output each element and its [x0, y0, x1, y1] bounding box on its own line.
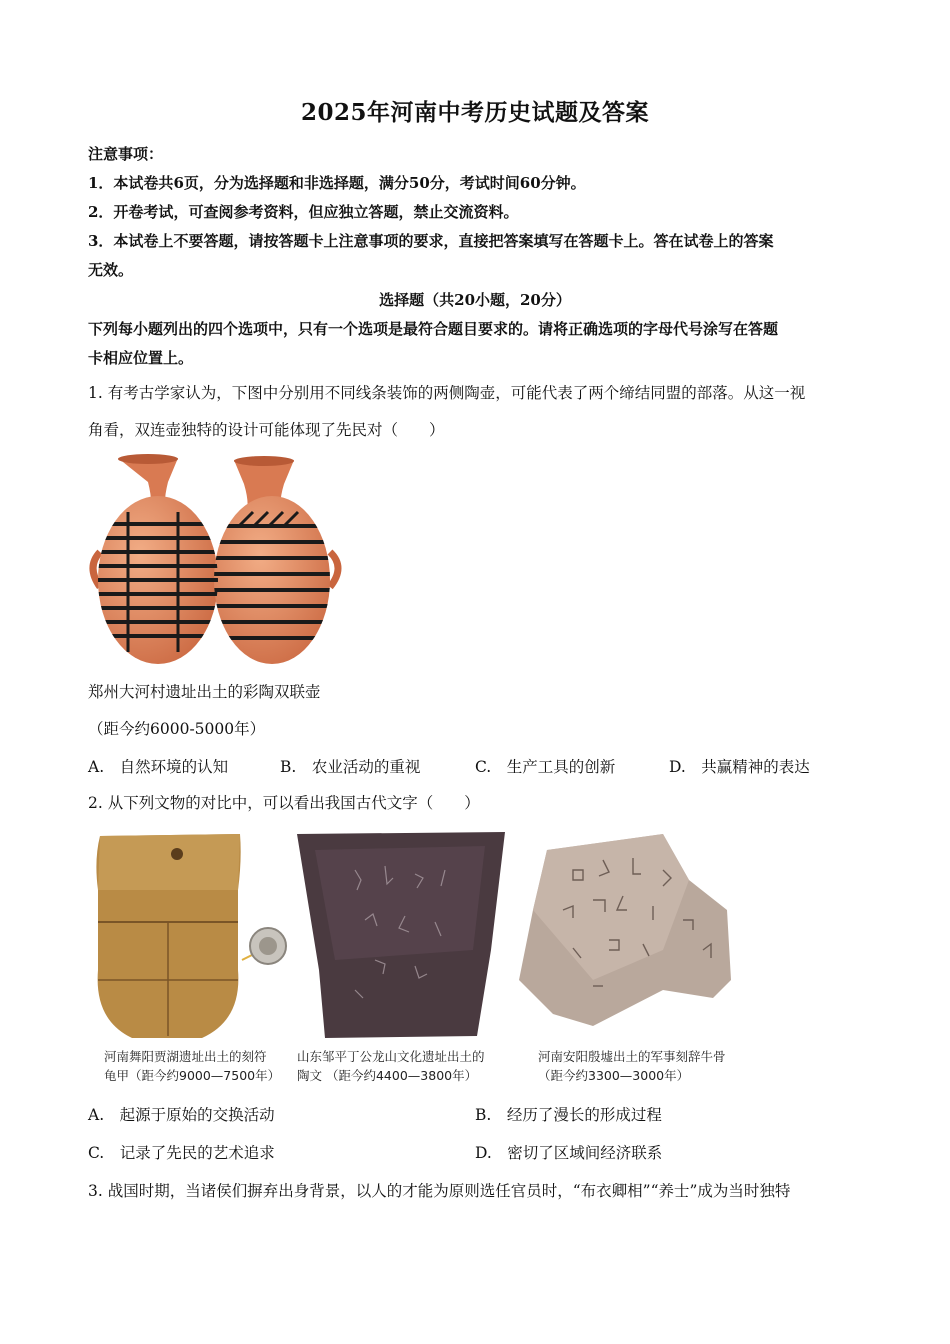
notice-item: 2．开卷考试，可查阅参考资料，但应独立答题，禁止交流资料。: [88, 203, 519, 221]
notice-heading: 注意事项：: [88, 145, 164, 163]
question-2-stem: 2. 从下列文物的对比中，可以看出我国古代文字（ ）: [88, 794, 480, 812]
section-instructions: 卡相应位置上。: [88, 349, 194, 367]
question-2-option-c[interactable]: C. 记录了先民的艺术追求: [88, 1144, 275, 1162]
notice-item: 无效。: [88, 261, 134, 279]
double-pot-photo: [88, 452, 350, 666]
oracle-bone-photo: [513, 830, 735, 1040]
question-1-stem: 1. 有考古学家认为，下图中分别用不同线条装饰的两侧陶壶，可能代表了两个缔结同盟的部落。从这一视: [88, 384, 806, 402]
pottery-inscription-photo: [295, 830, 505, 1040]
question-2-option-a[interactable]: A. 起源于原始的交换活动: [88, 1106, 275, 1124]
image-caption-tortoise-shell: 河南舞阳贾湖遗址出土的刻符 龟甲（距今约9000—7500年）: [104, 1049, 281, 1083]
question-1-image-caption: 郑州大河村遗址出土的彩陶双联壶: [88, 683, 321, 701]
question-3-stem: 3. 战国时期，当诸侯们摒弃出身背景，以人的才能为原则选任官员时，“布衣卿相”“养士”成为当时独特: [88, 1182, 791, 1200]
image-caption-pottery: 山东邹平丁公龙山文化遗址出土的 陶文 （距今约4400—3800年）: [297, 1049, 485, 1083]
tortoise-shell-photo: [92, 830, 288, 1040]
question-1-image-date: （距今约6000-5000年）: [88, 720, 266, 738]
page-title: 2025年河南中考历史试题及答案: [300, 99, 649, 126]
section-instructions: 下列每小题列出的四个选项中，只有一个选项是最符合题目要求的。请将正确选项的字母代号涂写在答题: [88, 320, 779, 338]
question-1-option-a[interactable]: A. 自然环境的认知: [88, 758, 229, 776]
question-1-stem: 角看，双连壶独特的设计可能体现了先民对（ ）: [88, 421, 445, 439]
question-2-option-b[interactable]: B. 经历了漫长的形成过程: [475, 1106, 662, 1124]
question-1-option-c[interactable]: C. 生产工具的创新: [475, 758, 616, 776]
question-1-option-d[interactable]: D. 共赢精神的表达: [669, 758, 810, 776]
notice-item: 1．本试卷共6页，分为选择题和非选择题，满分50分，考试时间60分钟。: [88, 174, 586, 192]
notice-item: 3．本试卷上不要答题，请按答题卡上注意事项的要求，直接把答案填写在答题卡上。答在试卷上的答案: [88, 232, 774, 250]
section-title: 选择题（共20小题，20分）: [379, 291, 571, 309]
image-caption-oracle-bone: 河南安阳殷墟出土的军事刻辞牛骨 （距今约3300—3000年）: [538, 1049, 726, 1083]
question-2-option-d[interactable]: D. 密切了区域间经济联系: [475, 1144, 663, 1162]
question-1-option-b[interactable]: B. 农业活动的重视: [280, 758, 421, 776]
